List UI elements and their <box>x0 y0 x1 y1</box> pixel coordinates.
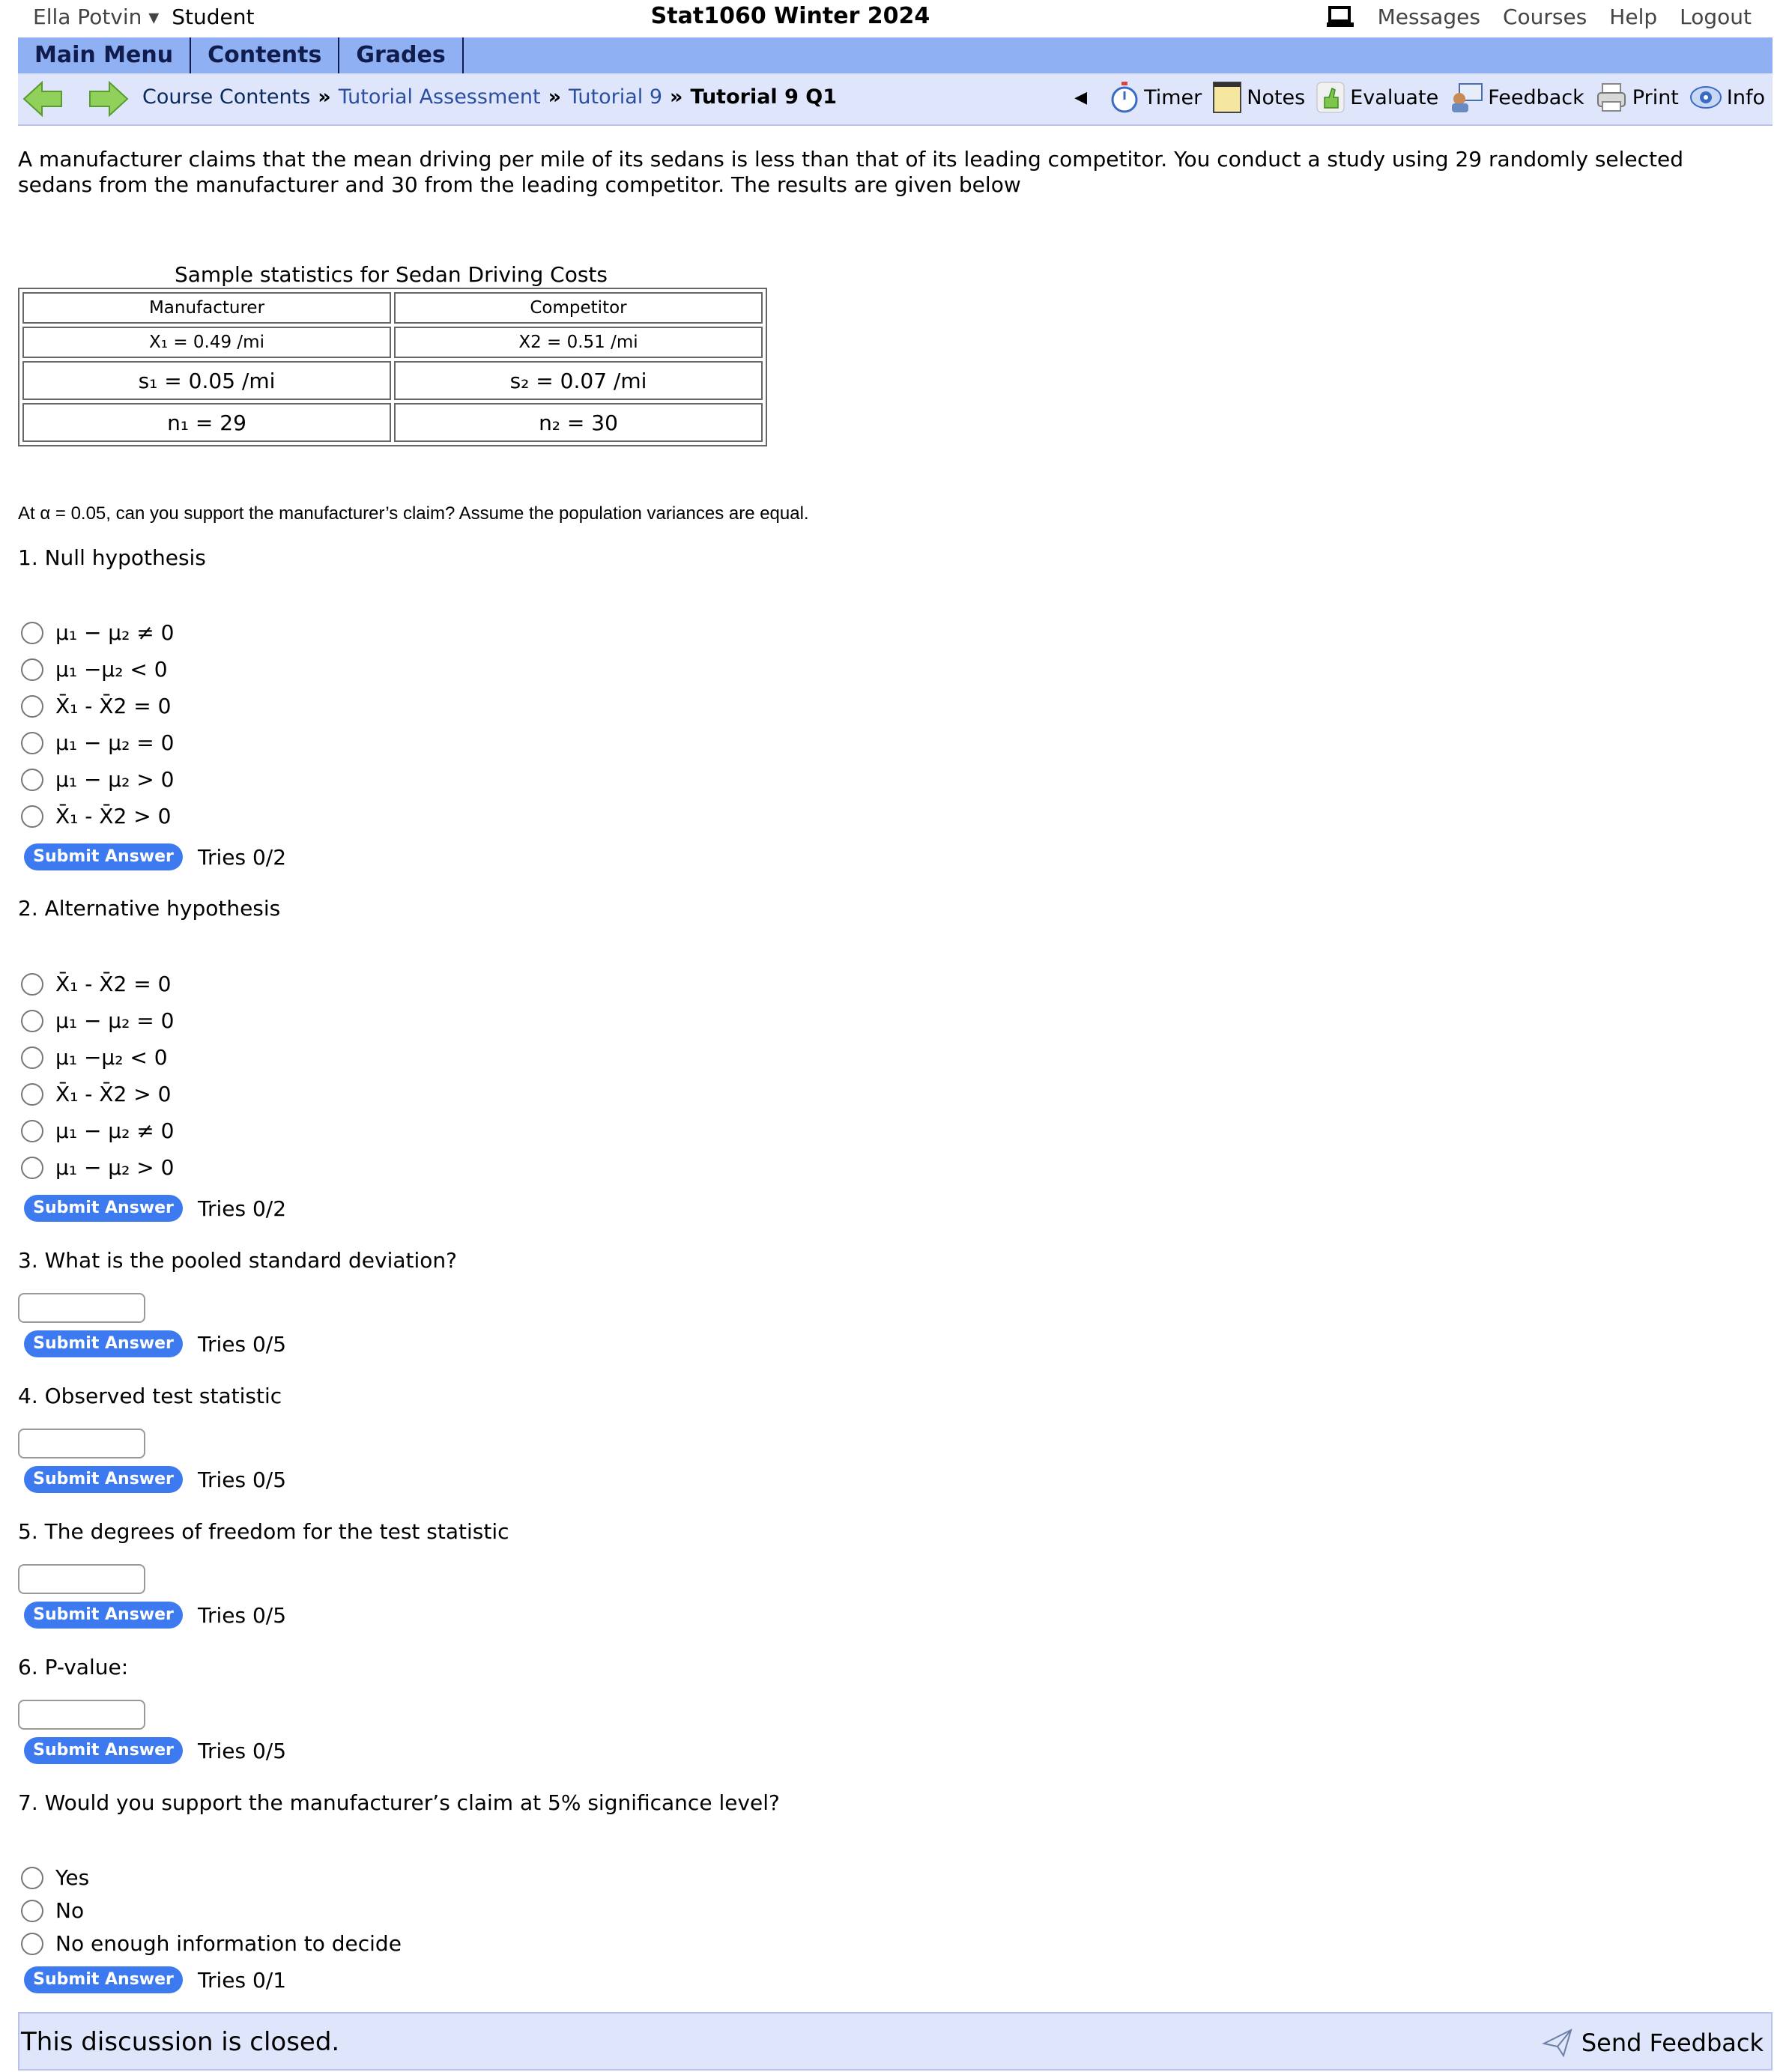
radio-button[interactable] <box>21 769 43 791</box>
crumb-tutorial-assessment[interactable]: Tutorial Assessment <box>338 85 541 109</box>
pooled-sd-input[interactable] <box>18 1293 145 1323</box>
radio-button[interactable] <box>21 732 43 754</box>
option-label: μ₁ − μ₂ > 0 <box>55 1155 175 1180</box>
table-cell: Competitor <box>394 292 763 324</box>
radio-button[interactable] <box>21 805 43 828</box>
stopwatch-icon <box>1110 81 1139 114</box>
q2-option-4[interactable] <box>21 1082 171 1106</box>
q1-submit-button[interactable]: Submit Answer <box>24 843 183 870</box>
q7-option-not-enough[interactable] <box>21 1931 402 1956</box>
evaluate-label: Evaluate <box>1350 85 1439 109</box>
crumb-tutorial-9[interactable]: Tutorial 9 <box>569 85 663 109</box>
breadcrumb <box>142 85 837 109</box>
logout-link[interactable]: Logout <box>1680 4 1752 29</box>
table-cell: X₁ = 0.49 /mi <box>22 327 391 358</box>
degrees-of-freedom-input[interactable] <box>18 1564 145 1594</box>
option-label: X̄₁ - X̄2 = 0 <box>55 694 172 718</box>
q3-tries: Tries 0/5 <box>198 1332 287 1357</box>
option-label: μ₁ − μ₂ = 0 <box>55 1008 175 1033</box>
q2-option-3[interactable] <box>21 1045 168 1070</box>
notes-tool[interactable] <box>1212 81 1305 114</box>
top-bar <box>0 0 1789 37</box>
q1-option-5[interactable] <box>21 767 174 792</box>
radio-button[interactable] <box>21 1867 43 1889</box>
table-cell: s₂ = 0.07 /mi <box>394 361 763 400</box>
table-row <box>22 361 763 400</box>
q6-submit-button[interactable]: Submit Answer <box>24 1737 183 1764</box>
table-cell: n₂ = 30 <box>394 403 763 442</box>
radio-button[interactable] <box>21 1900 43 1922</box>
crumb-course-contents[interactable]: Course Contents <box>142 85 311 109</box>
q5-tries: Tries 0/5 <box>198 1603 287 1628</box>
user-role: Student <box>172 4 255 29</box>
discussion-closed-text: This discussion is closed. <box>21 2027 340 2057</box>
alpha-question-text: At α = 0.05, can you support the manufacturer’s claim? Assume the population variances are equal. <box>18 503 809 524</box>
radio-button[interactable] <box>21 1933 43 1955</box>
q7-option-no[interactable] <box>21 1898 84 1923</box>
q3-submit-button[interactable]: Submit Answer <box>24 1330 183 1357</box>
option-label: X̄₁ - X̄2 > 0 <box>55 1082 172 1106</box>
forward-arrow-icon[interactable] <box>88 81 129 117</box>
option-label: μ₁ −μ₂ < 0 <box>55 1045 168 1070</box>
option-label: μ₁ − μ₂ = 0 <box>55 730 175 755</box>
q2-option-1[interactable] <box>21 972 171 996</box>
q2-option-5[interactable] <box>21 1118 174 1143</box>
option-label: X̄₁ - X̄2 = 0 <box>55 972 172 996</box>
question-6-label: 6. P-value: <box>18 1655 129 1679</box>
option-label: No <box>55 1898 85 1923</box>
question-4-label: 4. Observed test statistic <box>18 1384 282 1408</box>
discussion-footer <box>18 2012 1773 2071</box>
q2-submit-button[interactable]: Submit Answer <box>24 1195 183 1222</box>
send-feedback-button[interactable] <box>1541 2027 1764 2059</box>
radio-button[interactable] <box>21 973 43 996</box>
radio-button[interactable] <box>21 1157 43 1179</box>
table-row <box>22 403 763 442</box>
menu-main-menu[interactable]: Main Menu <box>18 37 191 73</box>
q1-tries: Tries 0/2 <box>198 845 287 870</box>
question-5-label: 5. The degrees of freedom for the test statistic <box>18 1519 509 1544</box>
question-3-label: 3. What is the pooled standard deviation? <box>18 1248 458 1273</box>
user-name-dropdown[interactable]: Ella Potvin ▾ <box>33 4 160 29</box>
q7-tries: Tries 0/1 <box>198 1968 287 1993</box>
notepad-icon <box>1212 81 1242 114</box>
main-menu-bar <box>18 37 1773 73</box>
feedback-label: Feedback <box>1488 85 1584 109</box>
feedback-icon <box>1449 81 1483 114</box>
table-row <box>22 327 763 358</box>
crumb-separator: » <box>548 85 562 109</box>
print-label: Print <box>1632 85 1679 109</box>
option-label: μ₁ −μ₂ < 0 <box>55 657 168 682</box>
option-label: μ₁ − μ₂ ≠ 0 <box>55 1118 175 1143</box>
q1-option-4[interactable] <box>21 730 174 755</box>
q6-tries: Tries 0/5 <box>198 1739 287 1763</box>
table-cell: Manufacturer <box>22 292 391 324</box>
q1-option-3[interactable] <box>21 694 171 718</box>
q1-option-2[interactable] <box>21 657 168 682</box>
back-arrow-icon[interactable] <box>22 81 63 117</box>
radio-button[interactable] <box>21 695 43 718</box>
q2-tries: Tries 0/2 <box>198 1196 287 1221</box>
radio-button[interactable] <box>21 1083 43 1106</box>
messages-link[interactable]: Messages <box>1377 4 1480 29</box>
table-cell: X2 = 0.51 /mi <box>394 327 763 358</box>
print-tool[interactable] <box>1595 81 1679 114</box>
test-statistic-input[interactable] <box>18 1429 145 1458</box>
q7-submit-button[interactable]: Submit Answer <box>24 1966 183 1993</box>
crumb-separator: » <box>318 85 331 109</box>
top-links <box>1325 4 1752 29</box>
radio-button[interactable] <box>21 1120 43 1142</box>
option-label: μ₁ − μ₂ ≠ 0 <box>55 620 175 645</box>
question-2-label: 2. Alternative hypothesis <box>18 896 281 921</box>
toolbar <box>1074 81 1765 114</box>
q2-option-6[interactable] <box>21 1155 174 1180</box>
info-icon <box>1689 81 1722 114</box>
laptop-icon[interactable] <box>1325 5 1355 29</box>
problem-intro: A manufacturer claims that the mean driving per mile of its sedans is less than that of its leading competitor. You conduct a study using 29 randomly selected sedans from the manufacturer and 30 from the leading competitor. The results are given below <box>18 147 1684 197</box>
sample-statistics-table <box>18 288 767 446</box>
table-cell: n₁ = 29 <box>22 403 391 442</box>
timer-tool[interactable] <box>1110 81 1202 114</box>
collapse-left-icon[interactable]: ◀ <box>1074 88 1088 107</box>
breadcrumb-bar <box>18 73 1773 126</box>
info-tool[interactable] <box>1689 81 1765 114</box>
table-row <box>22 292 763 324</box>
courses-link[interactable]: Courses <box>1502 4 1587 29</box>
q4-tries: Tries 0/5 <box>198 1467 287 1492</box>
notes-label: Notes <box>1247 85 1306 109</box>
question-7-label: 7. Would you support the manufacturer’s claim at 5% significance level? <box>18 1790 780 1815</box>
option-label: No enough information to decide <box>55 1931 402 1956</box>
menu-grades[interactable]: Grades <box>339 37 463 73</box>
thumbs-up-icon <box>1316 81 1345 114</box>
question-1-label: 1. Null hypothesis <box>18 545 206 570</box>
help-link[interactable]: Help <box>1609 4 1658 29</box>
evaluate-tool[interactable] <box>1316 81 1438 114</box>
table-caption: Sample statistics for Sedan Driving Costs <box>174 262 608 287</box>
printer-icon <box>1595 81 1628 114</box>
crumb-separator: » <box>670 85 683 109</box>
q1-option-1[interactable] <box>21 620 174 645</box>
option-label: Yes <box>55 1865 90 1890</box>
option-label: X̄₁ - X̄2 > 0 <box>55 804 172 829</box>
q1-option-6[interactable] <box>21 804 171 829</box>
send-feedback-label: Send Feedback <box>1581 2029 1764 2057</box>
course-title: Stat1060 Winter 2024 <box>650 3 930 29</box>
q7-option-yes[interactable] <box>21 1865 89 1890</box>
q5-submit-button[interactable]: Submit Answer <box>24 1602 183 1629</box>
q2-option-2[interactable] <box>21 1008 174 1033</box>
option-label: μ₁ − μ₂ > 0 <box>55 767 175 792</box>
send-feedback-icon <box>1541 2027 1575 2059</box>
timer-label: Timer <box>1144 85 1202 109</box>
p-value-input[interactable] <box>18 1700 145 1730</box>
radio-button[interactable] <box>21 1010 43 1032</box>
table-cell: s₁ = 0.05 /mi <box>22 361 391 400</box>
feedback-tool[interactable] <box>1449 81 1584 114</box>
radio-button[interactable] <box>21 622 43 644</box>
crumb-current: Tutorial 9 Q1 <box>690 85 837 109</box>
menu-contents[interactable]: Contents <box>191 37 339 73</box>
radio-button[interactable] <box>21 1046 43 1069</box>
q4-submit-button[interactable]: Submit Answer <box>24 1466 183 1493</box>
radio-button[interactable] <box>21 658 43 681</box>
info-label: Info <box>1726 85 1765 109</box>
